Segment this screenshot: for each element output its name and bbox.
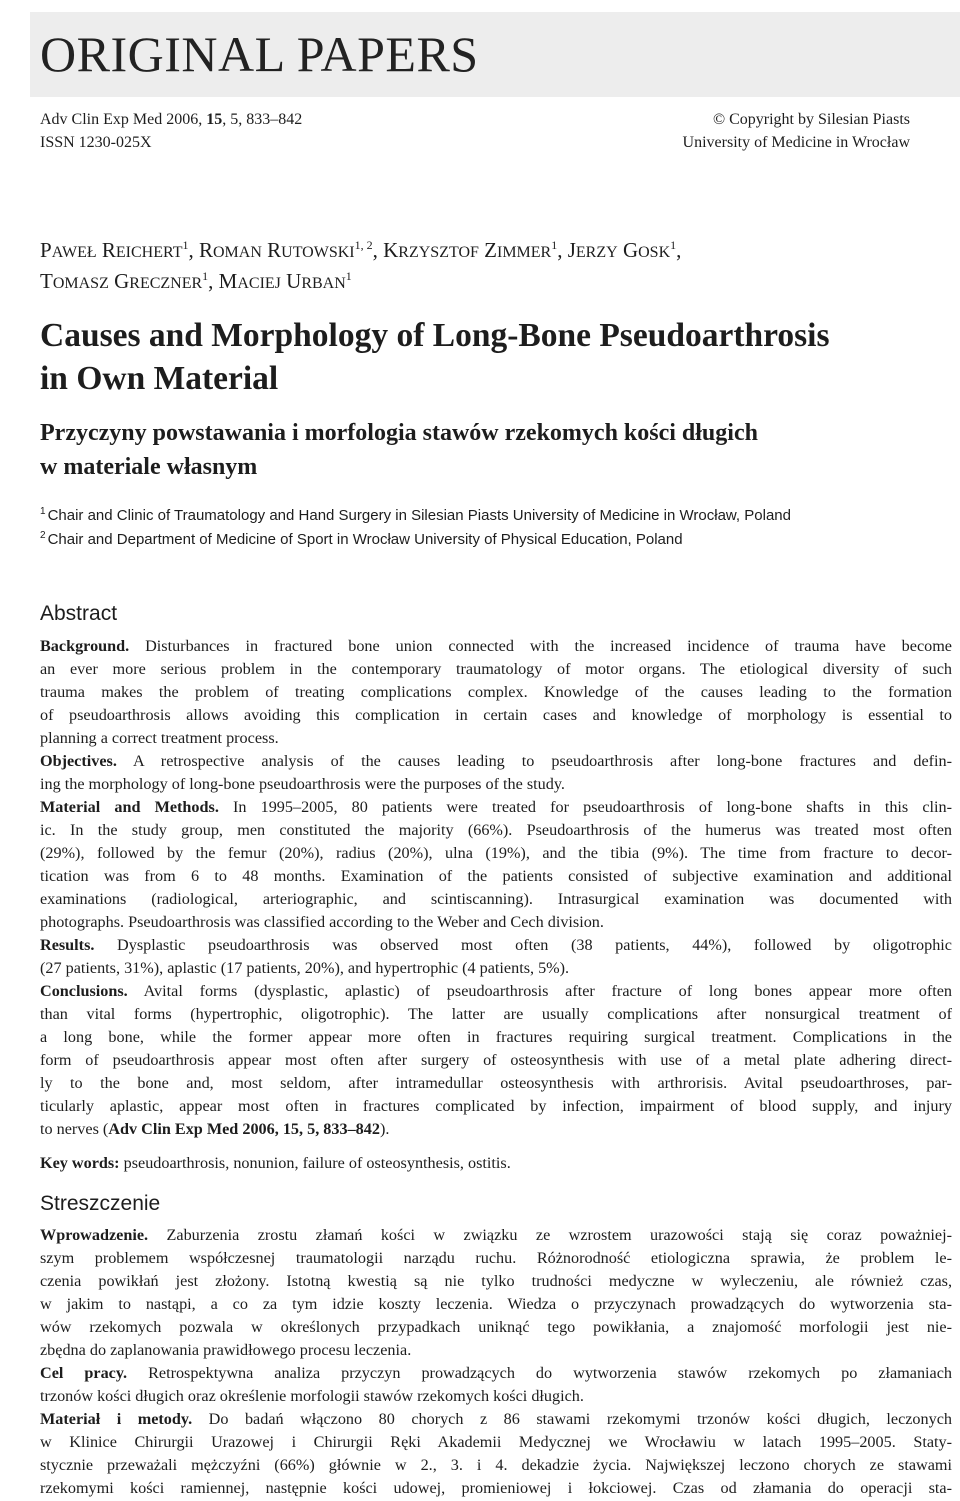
section-banner bbox=[30, 12, 960, 97]
title-line: Przyczyny powstawania i morfologia stawów rzekomych kości długich bbox=[40, 420, 758, 446]
text-line: stycznie przeważali mężczyźni (66%) głównie w 2., 3. i 4. dekadzie życia. Największej leczono chorych ze stawami bbox=[40, 1456, 952, 1474]
citation-line: Adv Clin Exp Med 2006, 15, 5, 833–842 bbox=[40, 111, 303, 128]
text-line: ing the morphology of long-bone pseudoarthrosis were the purposes of the study. bbox=[40, 775, 565, 793]
text-line: Material and Methods. In 1995–2005, 80 patients were treated for pseudoarthrosis of long-bone shafts in this clin- bbox=[40, 798, 952, 816]
text-line: rzekomymi kości ramiennej, następnie kości udowej, promieniowej i łokciowej. Czas od złamania do operacji sta- bbox=[40, 1479, 952, 1497]
text-line: Key words: pseudoarthrosis, nonunion, failure of osteosynthesis, ostitis. bbox=[40, 1154, 511, 1172]
text-line: Objectives. A retrospective analysis of the causes leading to pseudoarthrosis after long-bone fractures and defin- bbox=[40, 752, 952, 770]
keywords bbox=[40, 1152, 952, 1175]
streszczenie-heading: Streszczenie bbox=[40, 1192, 161, 1215]
text-line: Conclusions. Avital forms (dysplastic, aplastic) of pseudoarthrosis after fracture of long bones appear more often bbox=[40, 982, 952, 1000]
text-line: zbędna do zaplanowania prawidłowego procesu leczenia. bbox=[40, 1341, 412, 1359]
streszczenie-body bbox=[40, 1224, 952, 1500]
banner-title: ORIGINAL PAPERS bbox=[40, 26, 479, 82]
text-line: photographs. Pseudoarthrosis was classified according to the Weber and Cech division. bbox=[40, 913, 604, 931]
text-line: Wprowadzenie. Zaburzenia zrostu złamań kości w związku ze wzrostem urazowości stają się coraz poważniej- bbox=[40, 1226, 952, 1244]
text-line: ly to the bone and, most seldom, after intramedullar osteosynthesis with arthrorisis. Avital pseudoarthroses, par- bbox=[40, 1074, 952, 1092]
text-line: wów rzekomych pozwala w określonych przypadkach uniknąć tego powikłania, a znajomość morfologii jest nie- bbox=[40, 1318, 952, 1336]
text-line: Materiał i metody. Do badań włączono 80 chorych z 86 stawami rzekomymi trzonów kości długich, leczonych bbox=[40, 1410, 952, 1428]
title-line: Causes and Morphology of Long-Bone Pseudoarthrosis bbox=[40, 317, 830, 354]
author-list bbox=[40, 236, 940, 298]
author: PAWEŁ REICHERT$^1$, bbox=[40, 238, 199, 262]
text-line: ticularly aplastic, appear most often in fractures complicated by infection, impairment of blood supply, and injury bbox=[40, 1097, 952, 1115]
title-line: in Own Material bbox=[40, 360, 279, 397]
issn-line: ISSN 1230-025X bbox=[40, 134, 152, 151]
affiliations bbox=[40, 504, 955, 552]
author: KRZYSZTOF ZIMMER$^1$, bbox=[383, 238, 568, 262]
copyright-line: © Copyright by Silesian Piasts bbox=[712, 111, 910, 128]
text-line: ic. In the study group, men constituted the majority (66%). Pseudoarthrosis of the humerus was treated most often bbox=[40, 821, 952, 839]
text-line: to nerves (Adv Clin Exp Med 2006, 15, 5, 833–842). bbox=[40, 1120, 390, 1138]
author: MACIEJ URBAN$^1$ bbox=[218, 269, 352, 293]
text-line: form of pseudoarthrosis appear most often after surgery of osteosynthesis with use of a metal plate adhering direct- bbox=[40, 1051, 952, 1069]
text-line: planning a correct treatment process. bbox=[40, 729, 279, 747]
journal-citation bbox=[40, 108, 302, 154]
text-line: Cel pracy. Retrospektywna analiza przyczyn prowadzących do wytworzenia stawów rzekomych po złamaniach bbox=[40, 1364, 952, 1382]
abstract-heading: Abstract bbox=[40, 602, 118, 625]
author: ROMAN RUTOWSKI$^{1, 2}$, bbox=[198, 238, 384, 262]
text-line: tication was from 6 to 48 months. Examination of the patients consisted of subjective examination and additional bbox=[40, 867, 952, 885]
text-line: trzonów kości długich oraz określenie morfologii stawów rzekomych kości długich. bbox=[40, 1387, 584, 1405]
text-line: czenia powikłań jest złożony. Istotną kwestią są nie tylko trudności medyczne w wyleczeniu, ale również czas, bbox=[40, 1272, 952, 1290]
text-line: examinations (radiological, arteriographic, and scintiscanning). Intrasurgical examination was documented with bbox=[40, 890, 952, 908]
text-line: Background. Disturbances in fractured bone union connected with the increased incidence of trauma have become bbox=[40, 637, 952, 655]
article-title-english bbox=[40, 314, 950, 400]
author: TOMASZ GRECZNER$^1$, bbox=[40, 269, 219, 293]
abstract-body bbox=[40, 635, 952, 1141]
text-line: an ever more serious problem in the contemporary traumatology of motor organs. The etiological diversity of such bbox=[40, 660, 952, 678]
publisher-line: University of Medicine in Wrocław bbox=[682, 134, 910, 151]
copyright-notice bbox=[683, 108, 910, 154]
text-line: trauma makes the problem of treating complications complex. Knowledge of the causes leading to the formation bbox=[40, 683, 952, 701]
text-line: than vital forms (hypertrophic, oligotrophic). The latter are usually complications after nonsurgical treatment of bbox=[40, 1005, 952, 1023]
text-line: w jakim to nastąpi, a co za tym idzie koszty leczenia. Wiedza o przyczynach prowadzących do wytworzenia sta- bbox=[40, 1295, 952, 1313]
text-line: w Klinice Chirurgii Urazowej i Chirurgii Ręki Akademii Medycznej we Wrocławiu w latach 1995–2005. Staty- bbox=[40, 1433, 952, 1451]
title-line: w materiale własnym bbox=[40, 454, 258, 480]
text-line: (27 patients, 31%), aplastic (17 patients, 20%), and hypertrophic (4 patients, 5%). bbox=[40, 959, 570, 977]
article-title-polish bbox=[40, 416, 950, 484]
affiliation: $^1$ Chair and Clinic of Traumatology and Hand Surgery in Silesian Piasts University of Medicine in Wrocław, Poland bbox=[40, 506, 791, 524]
text-line: szym problemem współczesnej traumatologii narządu ruchu. Różnorodność etiologiczna sprawia, że problem le- bbox=[40, 1249, 952, 1267]
text-line: Results. Dysplastic pseudoarthrosis was observed most often (38 patients, 44%), followed by oligotrophic bbox=[40, 936, 952, 954]
text-line: a long bone, while the former appear more often in fractures requiring surgical treatment. Complications in the bbox=[40, 1028, 952, 1046]
text-line: of pseudoarthrosis allows avoiding this complication in certain cases and knowledge of morphology is essential to bbox=[40, 706, 952, 724]
text-line: (29%), followed by the femur (20%), radius (20%), ulna (19%), and the tibia (9%). The time from fracture to decor- bbox=[40, 844, 952, 862]
author: JERZY GOSK$^1$, bbox=[567, 238, 682, 262]
affiliation: $^2$ Chair and Department of Medicine of Sport in Wrocław University of Physical Education, Poland bbox=[40, 530, 683, 548]
